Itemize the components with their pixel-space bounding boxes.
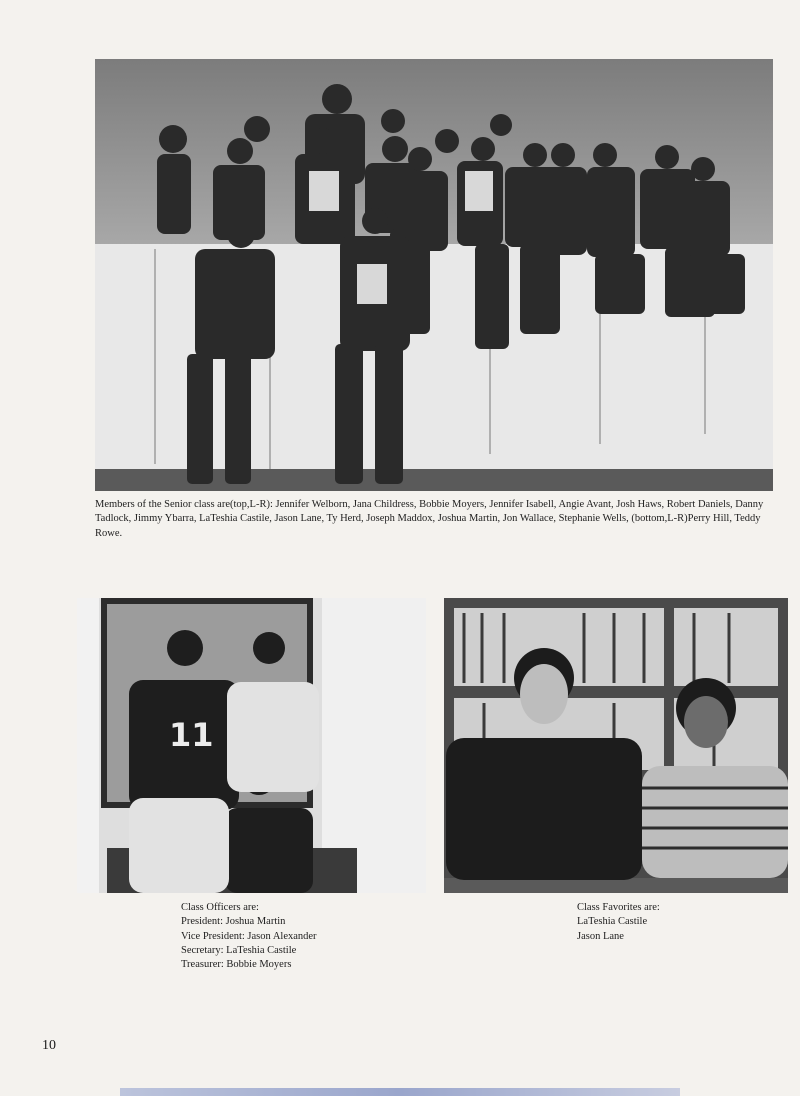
officer-treasurer: Treasurer: Bobbie Moyers bbox=[181, 959, 292, 971]
favorites-heading: Class Favorites are: bbox=[577, 902, 660, 913]
class-favorites-caption bbox=[577, 901, 660, 944]
class-officers-photo bbox=[77, 598, 426, 893]
class-officers-caption bbox=[181, 901, 317, 972]
favorite-1: LaTeshia Castile bbox=[577, 916, 648, 928]
svg-text:11: 11 bbox=[169, 716, 214, 754]
page-number: 10 bbox=[42, 1038, 56, 1053]
senior-class-caption-text: Members of the Senior class are(top,L-R): Jennifer Welborn, Jana Childress, Bobbie Moyers, Jennifer Isabell, Angie Avant, Josh Haws, Robert Daniels, Danny Tadlock, Jimmy Ybarra, LaTeshia Castile, Jason Lane, Ty Herd, Joseph Maddox, Joshua Martin, Jon Wallace, Stephanie Wells, (bottom,L-R)Perry Hill, Teddy Rowe. bbox=[95, 499, 764, 539]
officer-president: President: Joshua Martin bbox=[181, 916, 286, 928]
bottom-color-band bbox=[120, 1088, 680, 1096]
officer-vice-president: Vice President: Jason Alexander bbox=[181, 930, 317, 942]
senior-class-caption bbox=[95, 498, 775, 541]
favorite-2: Jason Lane bbox=[577, 930, 624, 942]
officer-secretary: Secretary: LaTeshia Castile bbox=[181, 944, 297, 956]
senior-class-photo bbox=[95, 59, 773, 491]
class-favorites-photo bbox=[444, 598, 788, 893]
officers-heading: Class Officers are: bbox=[181, 902, 259, 913]
